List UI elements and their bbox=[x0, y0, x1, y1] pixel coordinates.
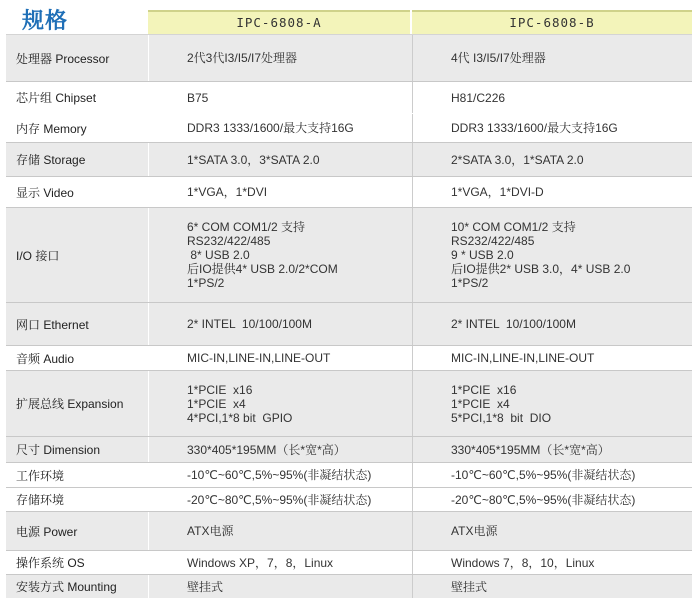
spec-value-b bbox=[412, 437, 692, 462]
spec-line: Windows 7，8，10，Linux bbox=[451, 555, 595, 570]
row-label: 音频 Audio bbox=[16, 351, 75, 366]
spec-line: 后IO提供4* USB 2.0/2*COM bbox=[187, 262, 338, 276]
spec-value-a bbox=[148, 346, 412, 370]
spec-line: 8* USB 2.0 bbox=[187, 248, 250, 262]
spec-value-b bbox=[412, 35, 692, 81]
spec-line: 9 * USB 2.0 bbox=[451, 248, 514, 262]
spec-line: Windows XP，7，8，Linux bbox=[187, 555, 334, 570]
spec-value-b bbox=[412, 303, 692, 345]
spec-line: 后IO提供2* USB 3.0，4* USB 2.0 bbox=[451, 262, 631, 276]
spec-line: 6* COM COM1/2 支持 bbox=[187, 220, 306, 234]
table-row bbox=[6, 35, 692, 82]
spec-line: H81/C226 bbox=[451, 90, 506, 105]
spec-line: MIC-IN,LINE-IN,LINE-OUT bbox=[187, 351, 331, 365]
spec-line: 1*SATA 3.0，3*SATA 2.0 bbox=[187, 152, 320, 167]
spec-line: RS232/422/485 bbox=[451, 234, 535, 248]
spec-value-b bbox=[412, 177, 692, 207]
spec-line: 330*405*195MM（长*宽*高） bbox=[187, 442, 346, 457]
row-label: 操作系统 OS bbox=[16, 556, 85, 570]
column-header-ipc-6808-a: IPC-6808-A bbox=[148, 10, 410, 36]
spec-value-a bbox=[148, 488, 412, 511]
spec-line: B75 bbox=[187, 90, 209, 105]
spec-value-b bbox=[412, 114, 692, 142]
spec-value-a bbox=[148, 437, 412, 462]
spec-value-b bbox=[412, 82, 692, 113]
row-label: 存储 Storage bbox=[6, 143, 148, 176]
spec-value-b bbox=[412, 551, 692, 574]
spec-line: -10℃~60℃,5%~95%(非凝结状态) bbox=[187, 468, 372, 482]
spec-value-a bbox=[148, 177, 412, 207]
row-label: 电源 Power bbox=[6, 512, 148, 550]
spec-line: 4代 I3/I5/I7处理器 bbox=[451, 51, 546, 65]
spec-value-b bbox=[412, 346, 692, 370]
row-label: 工作环境 bbox=[16, 468, 65, 483]
table-row bbox=[6, 512, 692, 551]
row-label: 存储环境 bbox=[16, 493, 65, 507]
spec-line: 1*PCIE x4 bbox=[187, 396, 246, 411]
row-label: 网口 Ethernet bbox=[6, 303, 148, 345]
table-row bbox=[6, 177, 692, 208]
spec-value-a bbox=[148, 551, 412, 574]
spec-line: 壁挂式 bbox=[187, 579, 224, 594]
spec-value-b bbox=[412, 512, 692, 550]
spec-line: 壁挂式 bbox=[451, 579, 488, 594]
row-label: 内存 Memory bbox=[16, 121, 87, 136]
spec-line: 1*PCIE x16 bbox=[187, 382, 253, 397]
spec-value-b bbox=[412, 143, 692, 176]
spec-line: 5*PCI,1*8 bit DIO bbox=[451, 410, 552, 425]
spec-line: 1*PS/2 bbox=[451, 276, 489, 290]
spec-line: 10* COM COM1/2 支持 bbox=[451, 220, 576, 234]
row-label: 芯片组 Chipset bbox=[16, 91, 97, 105]
spec-line: ATX电源 bbox=[187, 524, 234, 538]
spec-line: 1*PCIE x16 bbox=[451, 382, 517, 397]
table-row bbox=[6, 551, 692, 575]
spec-value-b bbox=[412, 463, 692, 487]
spec-line: -10℃~60℃,5%~95%(非凝结状态) bbox=[451, 468, 636, 482]
table-row bbox=[6, 371, 692, 437]
spec-value-a bbox=[148, 143, 412, 176]
table-row bbox=[6, 143, 692, 177]
spec-value-b bbox=[412, 575, 692, 598]
table-row bbox=[6, 208, 692, 303]
table-row bbox=[6, 303, 692, 346]
spec-value-a bbox=[148, 371, 412, 436]
spec-value-a bbox=[148, 575, 412, 598]
spec-line: 1*PS/2 bbox=[187, 276, 225, 290]
spec-value-b bbox=[412, 371, 692, 436]
row-label: 尺寸 Dimension bbox=[6, 437, 148, 462]
spec-value-a bbox=[148, 463, 412, 487]
spec-line: 4*PCI,1*8 bit GPIO bbox=[187, 410, 293, 425]
spec-line: 330*405*195MM（长*宽*高） bbox=[451, 442, 610, 457]
spec-value-b bbox=[412, 488, 692, 511]
spec-line: 1*VGA，1*DVI bbox=[187, 185, 268, 199]
spec-line: 2代3代I3/I5/I7处理器 bbox=[187, 51, 298, 65]
spec-line: ATX电源 bbox=[451, 524, 498, 538]
row-label: 安装方式 Mounting bbox=[6, 575, 148, 598]
spec-line: DDR3 1333/1600/最大支持16G bbox=[187, 121, 354, 135]
spec-line: DDR3 1333/1600/最大支持16G bbox=[451, 121, 618, 135]
page-title: 规格 bbox=[22, 9, 69, 34]
spec-line: 1*VGA，1*DVI-D bbox=[451, 185, 544, 199]
column-header-ipc-6808-b: IPC-6808-B bbox=[412, 10, 692, 36]
row-label: 显示 Video bbox=[16, 185, 74, 200]
table-row bbox=[6, 463, 692, 488]
spec-line: -20℃~80℃,5%~95%(非凝结状态) bbox=[451, 492, 636, 507]
spec-value-a bbox=[148, 35, 412, 81]
table-row bbox=[6, 437, 692, 463]
row-label: I/O 接口 bbox=[6, 208, 148, 302]
spec-value-a bbox=[148, 82, 412, 113]
spec-value-b bbox=[412, 208, 692, 302]
spec-value-a bbox=[148, 512, 412, 550]
spec-value-a bbox=[148, 303, 412, 345]
table-row bbox=[6, 82, 692, 114]
spec-value-a bbox=[148, 114, 412, 142]
spec-line: -20℃~80℃,5%~95%(非凝结状态) bbox=[187, 492, 372, 507]
row-label: 扩展总线 Expansion bbox=[6, 371, 148, 436]
row-label: 处理器 Processor bbox=[6, 35, 148, 81]
spec-line: MIC-IN,LINE-IN,LINE-OUT bbox=[451, 351, 595, 365]
spec-table bbox=[6, 34, 692, 599]
table-row bbox=[6, 114, 692, 143]
spec-line: 2*SATA 3.0，1*SATA 2.0 bbox=[451, 152, 584, 167]
spec-line: RS232/422/485 bbox=[187, 234, 271, 248]
spec-line: 2* INTEL 10/100/100M bbox=[451, 317, 576, 331]
table-row bbox=[6, 488, 692, 512]
table-row bbox=[6, 346, 692, 371]
spec-line: 2* INTEL 10/100/100M bbox=[187, 317, 312, 331]
table-row bbox=[6, 575, 692, 599]
spec-line: 1*PCIE x4 bbox=[451, 396, 510, 411]
spec-value-a bbox=[148, 208, 412, 302]
